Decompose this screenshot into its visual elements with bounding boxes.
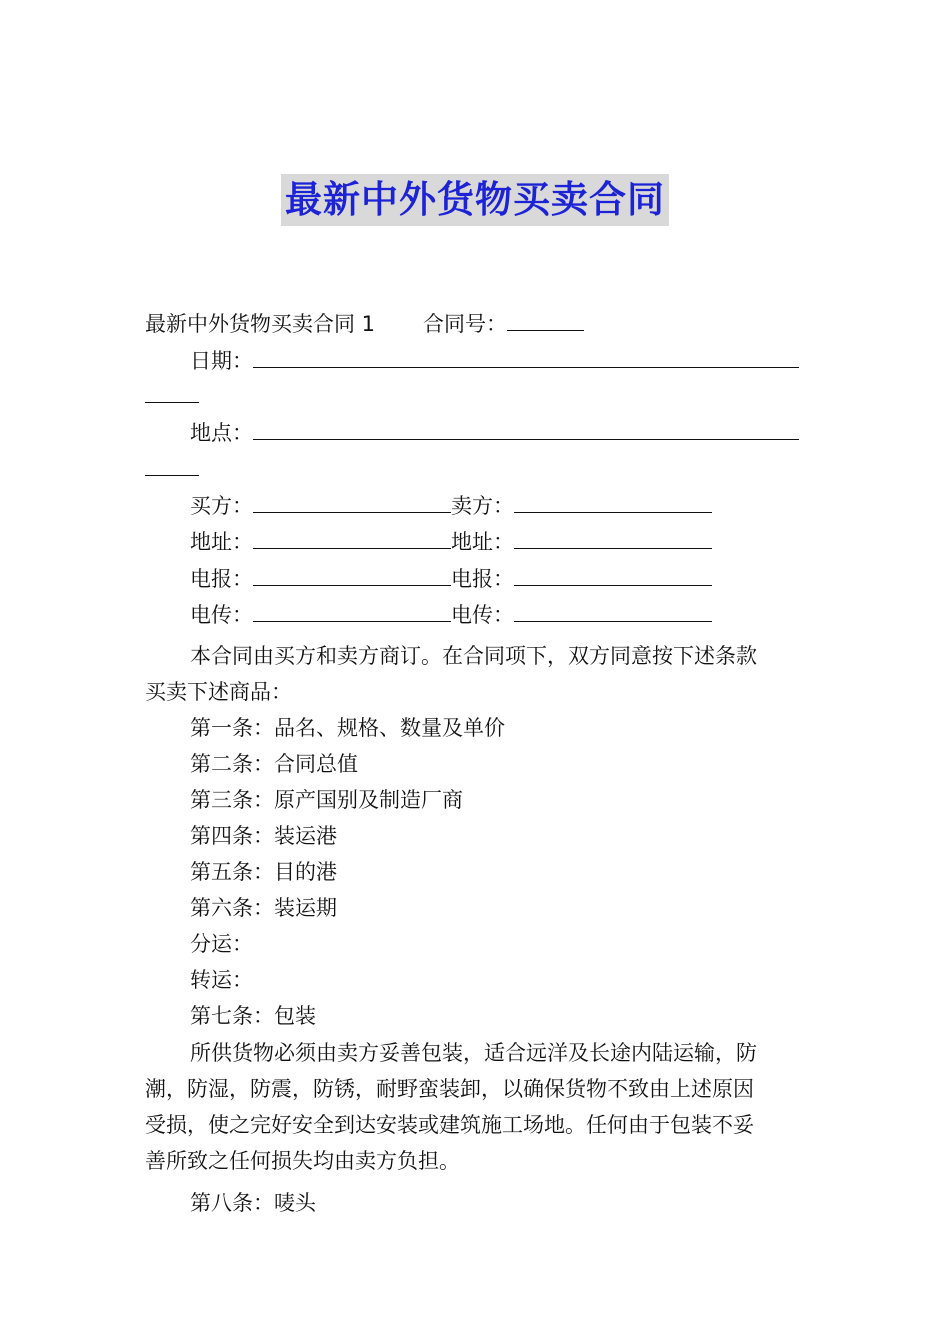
- article-5: 第五条：目的港: [190, 860, 337, 884]
- buyer-blank: [253, 490, 451, 513]
- intro-line-1: 本合同由买方和卖方商订。在合同项下，双方同意按下述条款: [190, 644, 757, 668]
- doc-name: 最新中外货物买卖合同 1: [145, 312, 376, 336]
- party-row: [190, 599, 712, 630]
- intro-line-2: 买卖下述商品：: [145, 680, 292, 704]
- seller-telegram-blank: [514, 563, 712, 586]
- packaging-line-1: 所供货物必须由卖方妥善包装，适合远洋及长途内陆运输，防: [190, 1041, 757, 1065]
- seller-address-label: 地址：: [451, 530, 514, 554]
- seller-telex-blank: [514, 599, 712, 622]
- seller-label: 卖方：: [451, 494, 514, 518]
- packaging-line-3: 受损，使之完好安全到达安装或建筑施工场地。任何由于包装不妥: [145, 1113, 754, 1137]
- party-row: [190, 526, 712, 557]
- page-title: [0, 174, 950, 233]
- article-8: 第八条：唛头: [190, 1191, 316, 1215]
- seller-telegram-label: 电报：: [451, 567, 514, 591]
- place-line: [190, 417, 799, 448]
- buyer-telex-blank: [253, 599, 451, 622]
- date-line: [190, 345, 799, 376]
- party-row: [190, 490, 712, 521]
- transshipment: 转运：: [190, 968, 253, 992]
- party-row: [190, 563, 712, 594]
- article-6: 第六条：装运期: [190, 896, 337, 920]
- date-blank-tail: [145, 380, 199, 403]
- seller-address-blank: [514, 526, 712, 549]
- article-2: 第二条：合同总值: [190, 752, 358, 776]
- date-label: 日期：: [190, 349, 253, 373]
- seller-telex-label: 电传：: [451, 603, 514, 627]
- title-text: 最新中外货物买卖合同: [281, 174, 669, 226]
- article-7: 第七条：包装: [190, 1004, 316, 1028]
- place-label: 地点：: [190, 421, 253, 445]
- buyer-telex-label: 电传：: [190, 603, 253, 627]
- place-blank-continued: [145, 453, 199, 484]
- partial-shipment: 分运：: [190, 932, 253, 956]
- seller-blank: [514, 490, 712, 513]
- contract-no-blank: [507, 308, 584, 331]
- date-blank: [253, 345, 799, 368]
- header-line: [145, 308, 584, 339]
- buyer-address-blank: [253, 526, 451, 549]
- buyer-address-label: 地址：: [190, 530, 253, 554]
- place-blank-tail: [145, 453, 199, 476]
- article-1: 第一条：品名、规格、数量及单价: [190, 716, 505, 740]
- date-blank-continued: [145, 380, 199, 411]
- contract-no-label: 合同号：: [423, 312, 508, 336]
- article-3: 第三条：原产国别及制造厂商: [190, 788, 463, 812]
- buyer-telegram-blank: [253, 563, 451, 586]
- packaging-line-4: 善所致之任何损失均由卖方负担。: [145, 1149, 460, 1173]
- buyer-telegram-label: 电报：: [190, 567, 253, 591]
- packaging-line-2: 潮，防湿，防震，防锈，耐野蛮装卸，以确保货物不致由上述原因: [145, 1077, 754, 1101]
- article-4: 第四条：装运港: [190, 824, 337, 848]
- place-blank: [253, 417, 799, 440]
- buyer-label: 买方：: [190, 494, 253, 518]
